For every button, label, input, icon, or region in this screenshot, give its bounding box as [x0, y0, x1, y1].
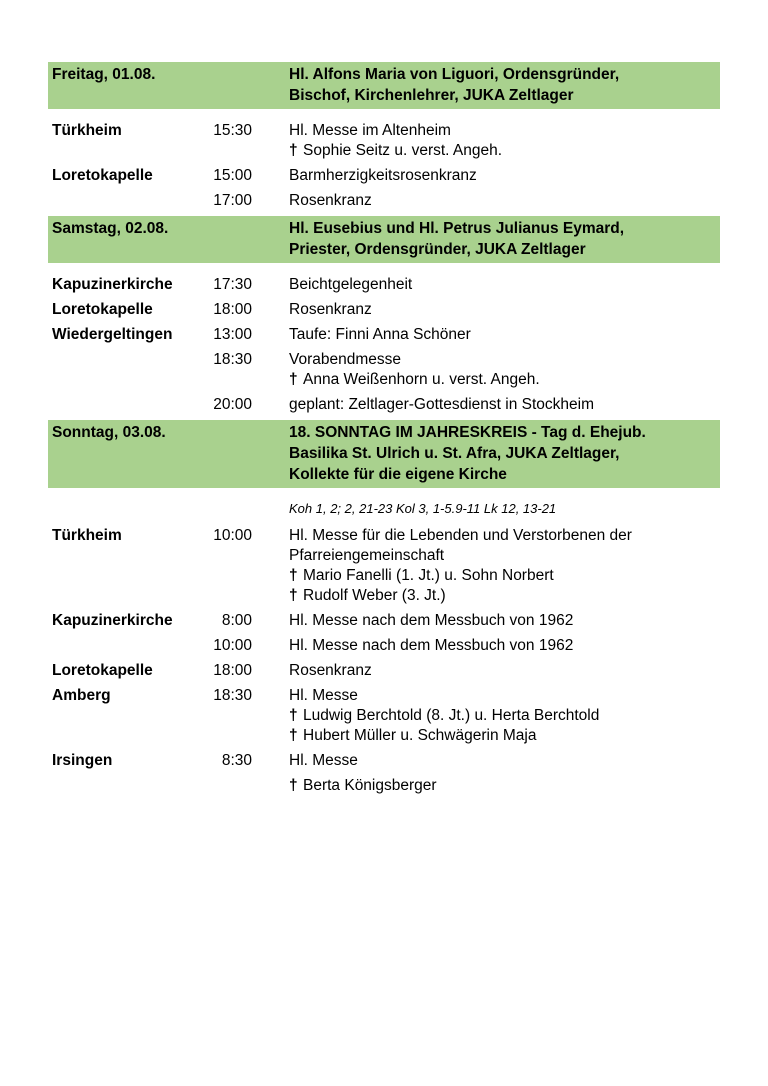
intention-text: Mario Fanelli (1. Jt.) u. Sohn Norbert	[303, 567, 554, 584]
intention-line	[289, 566, 720, 586]
day-friday	[48, 62, 720, 211]
day-title-line: Priester, Ordensgründer, JUKA Zeltlager	[289, 241, 586, 258]
entry-place	[48, 191, 202, 211]
entry-row	[48, 166, 720, 186]
entry-place: Loretokapelle	[52, 301, 153, 318]
day-title-line: Hl. Alfons Maria von Liguori, Ordensgründer,	[289, 66, 620, 83]
day-saturday	[48, 216, 720, 415]
cross-icon: †	[289, 142, 298, 159]
day-title	[289, 422, 716, 485]
cross-icon: †	[289, 777, 298, 794]
entry-row	[48, 325, 720, 345]
entry-row	[48, 686, 720, 746]
entry-line: Hl. Messe	[289, 687, 358, 704]
scripture-readings: Koh 1, 2; 2, 21-23 Kol 3, 1-5.9-11 Lk 12, 13-21	[289, 501, 557, 516]
entry-time: 20:00	[213, 396, 252, 413]
cross-icon: †	[289, 707, 298, 724]
intention-text: Sophie Seitz u. verst. Angeh.	[303, 142, 503, 159]
entry-text	[252, 191, 720, 211]
entry-text	[252, 121, 720, 161]
entry-time: 18:30	[213, 351, 252, 368]
entry-time: 18:30	[213, 687, 252, 704]
day-title	[289, 218, 716, 260]
entry-place: Kapuzinerkirche	[52, 612, 173, 629]
entry-place: Türkheim	[52, 527, 122, 544]
day-title-line: Kollekte für die eigene Kirche	[289, 466, 507, 483]
intention-text: Rudolf Weber (3. Jt.)	[303, 587, 446, 604]
day-date: Samstag, 02.08.	[52, 220, 169, 237]
entry-place: Wiedergeltingen	[52, 326, 173, 343]
entry-line: Hl. Messe nach dem Messbuch von 1962	[289, 637, 574, 654]
intention-line	[289, 370, 720, 390]
entry-text	[252, 661, 720, 681]
entry-row	[48, 121, 720, 161]
entry-text	[252, 636, 720, 656]
schedule-page	[48, 62, 720, 801]
intention-line	[289, 776, 720, 796]
entry-text	[252, 325, 720, 345]
entry-place: Amberg	[52, 687, 111, 704]
entry-place	[48, 350, 202, 390]
day-sunday	[48, 420, 720, 796]
entry-place	[48, 776, 202, 796]
day-header	[48, 216, 720, 263]
entry-line: Hl. Messe für die Lebenden und Verstorbenen der	[289, 527, 632, 544]
intention-line	[289, 726, 720, 746]
day-date: Sonntag, 03.08.	[52, 424, 166, 441]
intention-text: Anna Weißenhorn u. verst. Angeh.	[303, 371, 540, 388]
cross-icon: †	[289, 371, 298, 388]
entry-row	[48, 191, 720, 211]
day-title-line: Hl. Eusebius und Hl. Petrus Julianus Eymard,	[289, 220, 625, 237]
entry-time: 10:00	[213, 527, 252, 544]
entry-text	[252, 395, 720, 415]
entry-line: Taufe: Finni Anna Schöner	[289, 326, 471, 343]
intention-line	[289, 141, 720, 161]
entry-text	[252, 776, 720, 796]
day-title-line: Bischof, Kirchenlehrer, JUKA Zeltlager	[289, 87, 574, 104]
entry-time: 8:30	[221, 752, 252, 769]
intention-text: Ludwig Berchtold (8. Jt.) u. Herta Berchtold	[303, 707, 600, 724]
entry-row	[48, 350, 720, 390]
intention-text: Hubert Müller u. Schwägerin Maja	[303, 727, 537, 744]
entry-place: Loretokapelle	[52, 662, 153, 679]
entry-text	[252, 275, 720, 295]
entry-time: 17:30	[213, 276, 252, 293]
entry-line: Hl. Messe nach dem Messbuch von 1962	[289, 612, 574, 629]
entry-line: Hl. Messe im Altenheim	[289, 122, 451, 139]
entry-row	[48, 751, 720, 771]
day-title-line: 18. SONNTAG IM JAHRESKREIS - Tag d. Ehejub.	[289, 424, 646, 441]
entry-row	[48, 395, 720, 415]
cross-icon: †	[289, 727, 298, 744]
entry-time	[202, 776, 252, 796]
entry-time: 17:00	[213, 192, 252, 209]
entry-row	[48, 275, 720, 295]
entry-text	[252, 526, 720, 606]
entry-line: Beichtgelegenheit	[289, 276, 413, 293]
entry-place: Irsingen	[52, 752, 113, 769]
entry-row	[48, 636, 720, 656]
entry-time: 15:30	[213, 122, 252, 139]
entry-text	[252, 611, 720, 631]
entry-time: 15:00	[213, 167, 252, 184]
intention-line	[289, 586, 720, 606]
entry-text	[252, 350, 720, 390]
entry-place: Türkheim	[52, 122, 122, 139]
entry-row	[48, 526, 720, 606]
day-title-line: Basilika St. Ulrich u. St. Afra, JUKA Zeltlager,	[289, 445, 620, 462]
entry-text	[252, 300, 720, 320]
entry-line: Hl. Messe	[289, 752, 358, 769]
entry-time: 18:00	[213, 301, 252, 318]
entry-place	[48, 395, 202, 415]
entry-place: Kapuzinerkirche	[52, 276, 173, 293]
entry-line: Pfarreiengemeinschaft	[289, 547, 445, 564]
entry-line: geplant: Zeltlager-Gottesdienst in Stockheim	[289, 396, 594, 413]
entry-time: 13:00	[213, 326, 252, 343]
entry-place	[48, 636, 202, 656]
entry-time: 8:00	[221, 612, 252, 629]
day-header	[48, 62, 720, 109]
entry-time: 18:00	[213, 662, 252, 679]
entry-line: Rosenkranz	[289, 301, 372, 318]
day-header	[48, 420, 720, 488]
entry-row	[48, 661, 720, 681]
entry-row	[48, 611, 720, 631]
entry-line: Vorabendmesse	[289, 351, 402, 368]
entry-place: Loretokapelle	[52, 167, 153, 184]
intention-text: Berta Königsberger	[303, 777, 437, 794]
entry-line: Rosenkranz	[289, 662, 372, 679]
entry-line: Rosenkranz	[289, 192, 372, 209]
cross-icon: †	[289, 587, 298, 604]
entry-row	[48, 300, 720, 320]
entry-text	[252, 686, 720, 746]
day-date: Freitag, 01.08.	[52, 66, 156, 83]
intention-line	[289, 706, 720, 726]
entry-text	[252, 166, 720, 186]
entry-text	[252, 751, 720, 771]
day-title	[289, 64, 716, 106]
entry-line: Barmherzigkeitsrosenkranz	[289, 167, 477, 184]
cross-icon: †	[289, 567, 298, 584]
entry-row	[48, 776, 720, 796]
entry-time: 10:00	[213, 637, 252, 654]
